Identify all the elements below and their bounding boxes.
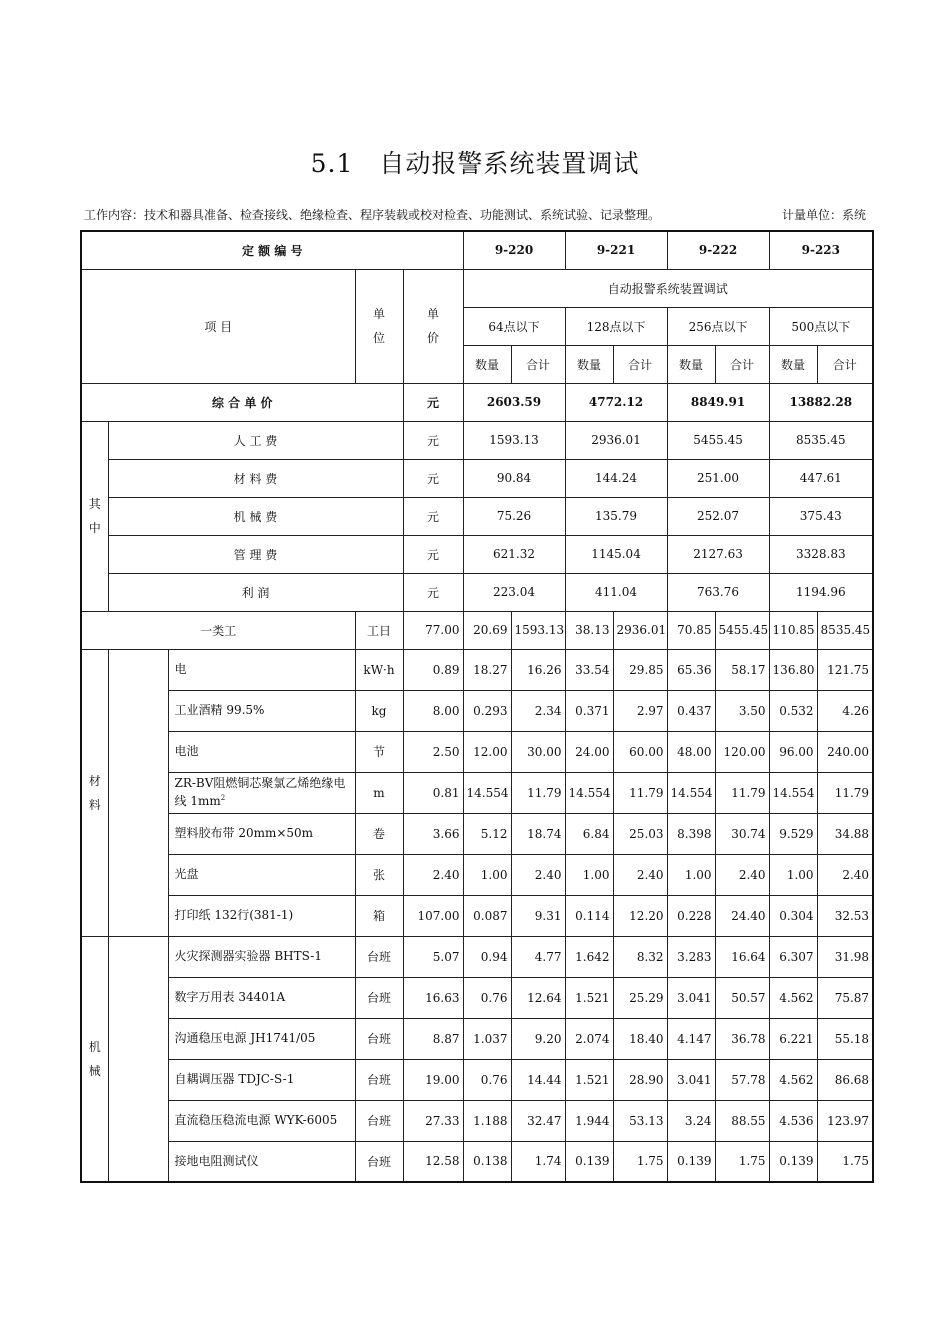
breakdown-value: 251.00 bbox=[667, 459, 769, 497]
quota-number-label: 定 额 编 号 bbox=[81, 231, 463, 269]
range-title: 256点以下 bbox=[667, 307, 769, 345]
breakdown-value: 2936.01 bbox=[565, 421, 667, 459]
materials-cell: 29.85 bbox=[613, 649, 667, 690]
machinery-cell: 0.94 bbox=[463, 936, 511, 977]
machinery-cell: 4.562 bbox=[769, 977, 817, 1018]
machinery-row bbox=[81, 936, 873, 977]
materials-cell: 11.79 bbox=[511, 772, 565, 813]
breakdown-row bbox=[81, 497, 873, 535]
materials-cell: 0.371 bbox=[565, 690, 613, 731]
machinery-cell: 4.147 bbox=[667, 1018, 715, 1059]
machinery-cell: 50.57 bbox=[715, 977, 769, 1018]
machinery-cell: 1.75 bbox=[613, 1141, 667, 1182]
machinery-price: 16.63 bbox=[403, 977, 463, 1018]
materials-cell: 240.00 bbox=[817, 731, 873, 772]
qty-label: 数量 bbox=[667, 345, 715, 383]
machinery-cell: 0.139 bbox=[667, 1141, 715, 1182]
machinery-cell: 1.037 bbox=[463, 1018, 511, 1059]
machinery-row bbox=[81, 1141, 873, 1182]
machinery-cell: 86.68 bbox=[817, 1059, 873, 1100]
breakdown-value: 411.04 bbox=[565, 573, 667, 611]
materials-name bbox=[168, 690, 355, 731]
machinery-cell: 55.18 bbox=[817, 1018, 873, 1059]
machinery-name-text: 自耦调压器 TDJC-S-1 bbox=[174, 1072, 295, 1086]
breakdown-value: 3328.83 bbox=[769, 535, 873, 573]
machinery-name-text: 火灾探测器实验器 BHTS-1 bbox=[174, 949, 322, 963]
materials-cell: 14.554 bbox=[463, 772, 511, 813]
machinery-cell: 2.074 bbox=[565, 1018, 613, 1059]
quota-code: 9-222 bbox=[667, 231, 769, 269]
labor-cell: 70.85 bbox=[667, 611, 715, 649]
materials-cell: 0.437 bbox=[667, 690, 715, 731]
materials-cell: 9.31 bbox=[511, 895, 565, 936]
materials-row bbox=[81, 731, 873, 772]
machinery-name-text: 沟通稳压电源 JH1741/05 bbox=[174, 1031, 316, 1045]
machinery-name bbox=[168, 977, 355, 1018]
materials-cell: 34.88 bbox=[817, 813, 873, 854]
machinery-cell: 12.64 bbox=[511, 977, 565, 1018]
materials-name-text: 工业酒精 99.5% bbox=[174, 703, 265, 717]
materials-name bbox=[168, 772, 355, 813]
machinery-cell: 36.78 bbox=[715, 1018, 769, 1059]
materials-cell: 11.79 bbox=[613, 772, 667, 813]
total-label: 合计 bbox=[511, 345, 565, 383]
machinery-cell: 75.87 bbox=[817, 977, 873, 1018]
materials-name-text: 塑料胶布带 20mm×50m bbox=[174, 826, 314, 840]
machinery-cell: 123.97 bbox=[817, 1100, 873, 1141]
machinery-row bbox=[81, 1100, 873, 1141]
materials-cell: 9.529 bbox=[769, 813, 817, 854]
summary-value: 13882.28 bbox=[769, 383, 873, 421]
machinery-row bbox=[81, 1059, 873, 1100]
materials-cell: 30.74 bbox=[715, 813, 769, 854]
work-content: 工作内容：技术和器具准备、检查接线、绝缘检查、程序装载或校对检查、功能测试、系统试验、记录整理。 bbox=[84, 208, 661, 222]
machinery-name-text: 直流稳压稳流电源 WYK-6005 bbox=[174, 1113, 338, 1127]
breakdown-row bbox=[81, 421, 873, 459]
breakdown-value: 252.07 bbox=[667, 497, 769, 535]
breakdown-value: 75.26 bbox=[463, 497, 565, 535]
breakdown-value: 1145.04 bbox=[565, 535, 667, 573]
section-number: 5.1 bbox=[310, 149, 354, 178]
machinery-cell: 31.98 bbox=[817, 936, 873, 977]
materials-name-text: 电池 bbox=[174, 744, 199, 758]
header-row bbox=[81, 269, 873, 307]
labor-cell: 110.85 bbox=[769, 611, 817, 649]
materials-name-sup: 2 bbox=[220, 794, 226, 802]
breakdown-unit: 元 bbox=[403, 459, 463, 497]
breakdown-value: 1593.13 bbox=[463, 421, 565, 459]
machinery-price: 8.87 bbox=[403, 1018, 463, 1059]
materials-price: 8.00 bbox=[403, 690, 463, 731]
materials-cell: 30.00 bbox=[511, 731, 565, 772]
breakdown-value: 135.79 bbox=[565, 497, 667, 535]
unit-of-measure: 计量单位：系统 bbox=[781, 208, 866, 222]
machinery-name bbox=[168, 1059, 355, 1100]
materials-cell: 18.74 bbox=[511, 813, 565, 854]
breakdown-row bbox=[81, 573, 873, 611]
machinery-unit: 台班 bbox=[355, 977, 403, 1018]
machinery-name bbox=[168, 1018, 355, 1059]
materials-row bbox=[81, 813, 873, 854]
qty-label: 数量 bbox=[463, 345, 511, 383]
machinery-unit: 台班 bbox=[355, 1141, 403, 1182]
machinery-cell: 32.47 bbox=[511, 1100, 565, 1141]
labor-cell: 1593.13 bbox=[511, 611, 565, 649]
materials-name bbox=[168, 895, 355, 936]
materials-cell: 2.40 bbox=[715, 854, 769, 895]
labor-cell: 8535.45 bbox=[817, 611, 873, 649]
materials-cell: 0.228 bbox=[667, 895, 715, 936]
breakdown-value: 8535.45 bbox=[769, 421, 873, 459]
machinery-cell: 1.75 bbox=[817, 1141, 873, 1182]
quota-table bbox=[80, 230, 874, 1183]
materials-unit: 箱 bbox=[355, 895, 403, 936]
machinery-cell: 4.562 bbox=[769, 1059, 817, 1100]
materials-price: 107.00 bbox=[403, 895, 463, 936]
machinery-name-text: 数字万用表 34401A bbox=[174, 990, 286, 1004]
machinery-price: 12.58 bbox=[403, 1141, 463, 1182]
machinery-cell: 1.521 bbox=[565, 1059, 613, 1100]
labor-label: 一类工 bbox=[81, 611, 355, 649]
machinery-cell: 0.139 bbox=[565, 1141, 613, 1182]
materials-cell: 24.40 bbox=[715, 895, 769, 936]
machinery-cell: 9.20 bbox=[511, 1018, 565, 1059]
machinery-group-label: 机 械 bbox=[81, 936, 108, 1182]
machinery-cell: 1.188 bbox=[463, 1100, 511, 1141]
item-label: 项 目 bbox=[81, 269, 355, 383]
breakdown-value: 90.84 bbox=[463, 459, 565, 497]
machinery-price: 27.33 bbox=[403, 1100, 463, 1141]
breakdown-value: 621.32 bbox=[463, 535, 565, 573]
materials-cell: 8.398 bbox=[667, 813, 715, 854]
materials-unit: 张 bbox=[355, 854, 403, 895]
summary-value: 4772.12 bbox=[565, 383, 667, 421]
machinery-name-text: 接地电阻测试仪 bbox=[174, 1153, 259, 1168]
materials-name bbox=[168, 649, 355, 690]
materials-cell: 1.00 bbox=[565, 854, 613, 895]
materials-blank bbox=[108, 649, 168, 936]
materials-cell: 2.40 bbox=[511, 854, 565, 895]
materials-cell: 58.17 bbox=[715, 649, 769, 690]
materials-name-text: 电 bbox=[174, 662, 187, 676]
materials-cell: 0.532 bbox=[769, 690, 817, 731]
materials-cell: 12.20 bbox=[613, 895, 667, 936]
machinery-cell: 0.76 bbox=[463, 1059, 511, 1100]
labor-row bbox=[81, 611, 873, 649]
machinery-price: 19.00 bbox=[403, 1059, 463, 1100]
machinery-cell: 1.75 bbox=[715, 1141, 769, 1182]
breakdown-label: 材 料 费 bbox=[108, 459, 403, 497]
materials-cell: 65.36 bbox=[667, 649, 715, 690]
materials-cell: 2.40 bbox=[817, 854, 873, 895]
quota-number-row bbox=[81, 231, 873, 269]
machinery-cell: 4.77 bbox=[511, 936, 565, 977]
materials-cell: 32.53 bbox=[817, 895, 873, 936]
section-title: 自动报警系统装置调试 bbox=[379, 149, 640, 178]
materials-name-text: 光盘 bbox=[174, 867, 199, 881]
materials-cell: 1.00 bbox=[769, 854, 817, 895]
materials-price: 0.81 bbox=[403, 772, 463, 813]
machinery-cell: 25.29 bbox=[613, 977, 667, 1018]
range-title: 64点以下 bbox=[463, 307, 565, 345]
breakdown-value: 375.43 bbox=[769, 497, 873, 535]
labor-unit: 工日 bbox=[355, 611, 403, 649]
materials-price: 0.89 bbox=[403, 649, 463, 690]
machinery-cell: 28.90 bbox=[613, 1059, 667, 1100]
breakdown-row bbox=[81, 459, 873, 497]
materials-cell: 25.03 bbox=[613, 813, 667, 854]
labor-cell: 5455.45 bbox=[715, 611, 769, 649]
range-title: 128点以下 bbox=[565, 307, 667, 345]
materials-cell: 12.00 bbox=[463, 731, 511, 772]
materials-row bbox=[81, 854, 873, 895]
materials-row bbox=[81, 690, 873, 731]
machinery-name bbox=[168, 936, 355, 977]
materials-cell: 4.26 bbox=[817, 690, 873, 731]
breakdown-group-label: 其 中 bbox=[81, 421, 108, 611]
materials-cell: 14.554 bbox=[667, 772, 715, 813]
summary-label: 综 合 单 价 bbox=[81, 383, 403, 421]
labor-cell: 2936.01 bbox=[613, 611, 667, 649]
machinery-cell: 14.44 bbox=[511, 1059, 565, 1100]
price-label: 单 价 bbox=[403, 269, 463, 383]
quota-code: 9-221 bbox=[565, 231, 667, 269]
breakdown-label: 利 润 bbox=[108, 573, 403, 611]
summary-row bbox=[81, 383, 873, 421]
materials-cell: 1.00 bbox=[667, 854, 715, 895]
materials-cell: 18.27 bbox=[463, 649, 511, 690]
materials-cell: 11.79 bbox=[715, 772, 769, 813]
materials-price: 2.40 bbox=[403, 854, 463, 895]
materials-cell: 14.554 bbox=[565, 772, 613, 813]
machinery-cell: 0.138 bbox=[463, 1141, 511, 1182]
machinery-cell: 0.76 bbox=[463, 977, 511, 1018]
materials-cell: 2.97 bbox=[613, 690, 667, 731]
materials-unit: 节 bbox=[355, 731, 403, 772]
machinery-cell: 3.041 bbox=[667, 977, 715, 1018]
breakdown-label: 机 械 费 bbox=[108, 497, 403, 535]
machinery-cell: 1.74 bbox=[511, 1141, 565, 1182]
machinery-unit: 台班 bbox=[355, 936, 403, 977]
machinery-name bbox=[168, 1141, 355, 1182]
total-label: 合计 bbox=[613, 345, 667, 383]
materials-cell: 60.00 bbox=[613, 731, 667, 772]
machinery-cell: 3.041 bbox=[667, 1059, 715, 1100]
materials-cell: 0.087 bbox=[463, 895, 511, 936]
materials-row bbox=[81, 895, 873, 936]
materials-cell: 120.00 bbox=[715, 731, 769, 772]
machinery-row bbox=[81, 977, 873, 1018]
quota-code: 9-223 bbox=[769, 231, 873, 269]
materials-cell: 2.34 bbox=[511, 690, 565, 731]
materials-price: 3.66 bbox=[403, 813, 463, 854]
materials-name bbox=[168, 813, 355, 854]
machinery-unit: 台班 bbox=[355, 1059, 403, 1100]
materials-name-text: ZR-BV阻燃铜芯聚氯乙烯绝缘电线 1mm bbox=[174, 776, 346, 808]
machinery-row bbox=[81, 1018, 873, 1059]
breakdown-label: 人 工 费 bbox=[108, 421, 403, 459]
materials-unit: kW·h bbox=[355, 649, 403, 690]
machinery-cell: 57.78 bbox=[715, 1059, 769, 1100]
breakdown-value: 447.61 bbox=[769, 459, 873, 497]
machinery-unit: 台班 bbox=[355, 1018, 403, 1059]
labor-cell: 38.13 bbox=[565, 611, 613, 649]
materials-cell: 121.75 bbox=[817, 649, 873, 690]
materials-group-label: 材 料 bbox=[81, 649, 108, 936]
materials-cell: 6.84 bbox=[565, 813, 613, 854]
materials-cell: 136.80 bbox=[769, 649, 817, 690]
breakdown-unit: 元 bbox=[403, 573, 463, 611]
range-title: 500点以下 bbox=[769, 307, 873, 345]
breakdown-value: 2127.63 bbox=[667, 535, 769, 573]
machinery-cell: 4.536 bbox=[769, 1100, 817, 1141]
materials-cell: 2.40 bbox=[613, 854, 667, 895]
machinery-cell: 53.13 bbox=[613, 1100, 667, 1141]
machinery-cell: 6.307 bbox=[769, 936, 817, 977]
materials-name bbox=[168, 731, 355, 772]
materials-name bbox=[168, 854, 355, 895]
summary-unit: 元 bbox=[403, 383, 463, 421]
breakdown-unit: 元 bbox=[403, 421, 463, 459]
qty-label: 数量 bbox=[769, 345, 817, 383]
page-title bbox=[0, 144, 950, 180]
materials-cell: 3.50 bbox=[715, 690, 769, 731]
machinery-cell: 18.40 bbox=[613, 1018, 667, 1059]
materials-cell: 16.26 bbox=[511, 649, 565, 690]
materials-cell: 5.12 bbox=[463, 813, 511, 854]
materials-cell: 11.79 bbox=[817, 772, 873, 813]
total-label: 合计 bbox=[715, 345, 769, 383]
labor-cell: 20.69 bbox=[463, 611, 511, 649]
materials-price: 2.50 bbox=[403, 731, 463, 772]
materials-unit: 卷 bbox=[355, 813, 403, 854]
breakdown-label: 管 理 费 bbox=[108, 535, 403, 573]
qty-label: 数量 bbox=[565, 345, 613, 383]
materials-unit: kg bbox=[355, 690, 403, 731]
breakdown-row bbox=[81, 535, 873, 573]
machinery-unit: 台班 bbox=[355, 1100, 403, 1141]
materials-row bbox=[81, 772, 873, 813]
breakdown-value: 5455.45 bbox=[667, 421, 769, 459]
machinery-cell: 1.642 bbox=[565, 936, 613, 977]
quota-code: 9-220 bbox=[463, 231, 565, 269]
materials-cell: 0.304 bbox=[769, 895, 817, 936]
machinery-cell: 3.24 bbox=[667, 1100, 715, 1141]
machinery-cell: 88.55 bbox=[715, 1100, 769, 1141]
breakdown-value: 1194.96 bbox=[769, 573, 873, 611]
materials-cell: 24.00 bbox=[565, 731, 613, 772]
materials-row bbox=[81, 649, 873, 690]
machinery-cell: 1.944 bbox=[565, 1100, 613, 1141]
materials-cell: 48.00 bbox=[667, 731, 715, 772]
summary-value: 8849.91 bbox=[667, 383, 769, 421]
machinery-cell: 1.521 bbox=[565, 977, 613, 1018]
materials-cell: 1.00 bbox=[463, 854, 511, 895]
materials-unit: m bbox=[355, 772, 403, 813]
machinery-price: 5.07 bbox=[403, 936, 463, 977]
materials-cell: 33.54 bbox=[565, 649, 613, 690]
breakdown-value: 144.24 bbox=[565, 459, 667, 497]
summary-value: 2603.59 bbox=[463, 383, 565, 421]
machinery-cell: 16.64 bbox=[715, 936, 769, 977]
materials-cell: 14.554 bbox=[769, 772, 817, 813]
breakdown-unit: 元 bbox=[403, 497, 463, 535]
machinery-cell: 0.139 bbox=[769, 1141, 817, 1182]
labor-price: 77.00 bbox=[403, 611, 463, 649]
materials-cell: 0.293 bbox=[463, 690, 511, 731]
machinery-cell: 3.283 bbox=[667, 936, 715, 977]
breakdown-value: 223.04 bbox=[463, 573, 565, 611]
breakdown-unit: 元 bbox=[403, 535, 463, 573]
materials-cell: 0.114 bbox=[565, 895, 613, 936]
group-title: 自动报警系统装置调试 bbox=[463, 269, 873, 307]
unit-label: 单 位 bbox=[355, 269, 403, 383]
total-label: 合计 bbox=[817, 345, 873, 383]
machinery-blank bbox=[108, 936, 168, 1182]
machinery-name bbox=[168, 1100, 355, 1141]
materials-cell: 96.00 bbox=[769, 731, 817, 772]
machinery-cell: 8.32 bbox=[613, 936, 667, 977]
machinery-cell: 6.221 bbox=[769, 1018, 817, 1059]
breakdown-value: 763.76 bbox=[667, 573, 769, 611]
materials-name-text: 打印纸 132行(381-1) bbox=[174, 908, 294, 922]
